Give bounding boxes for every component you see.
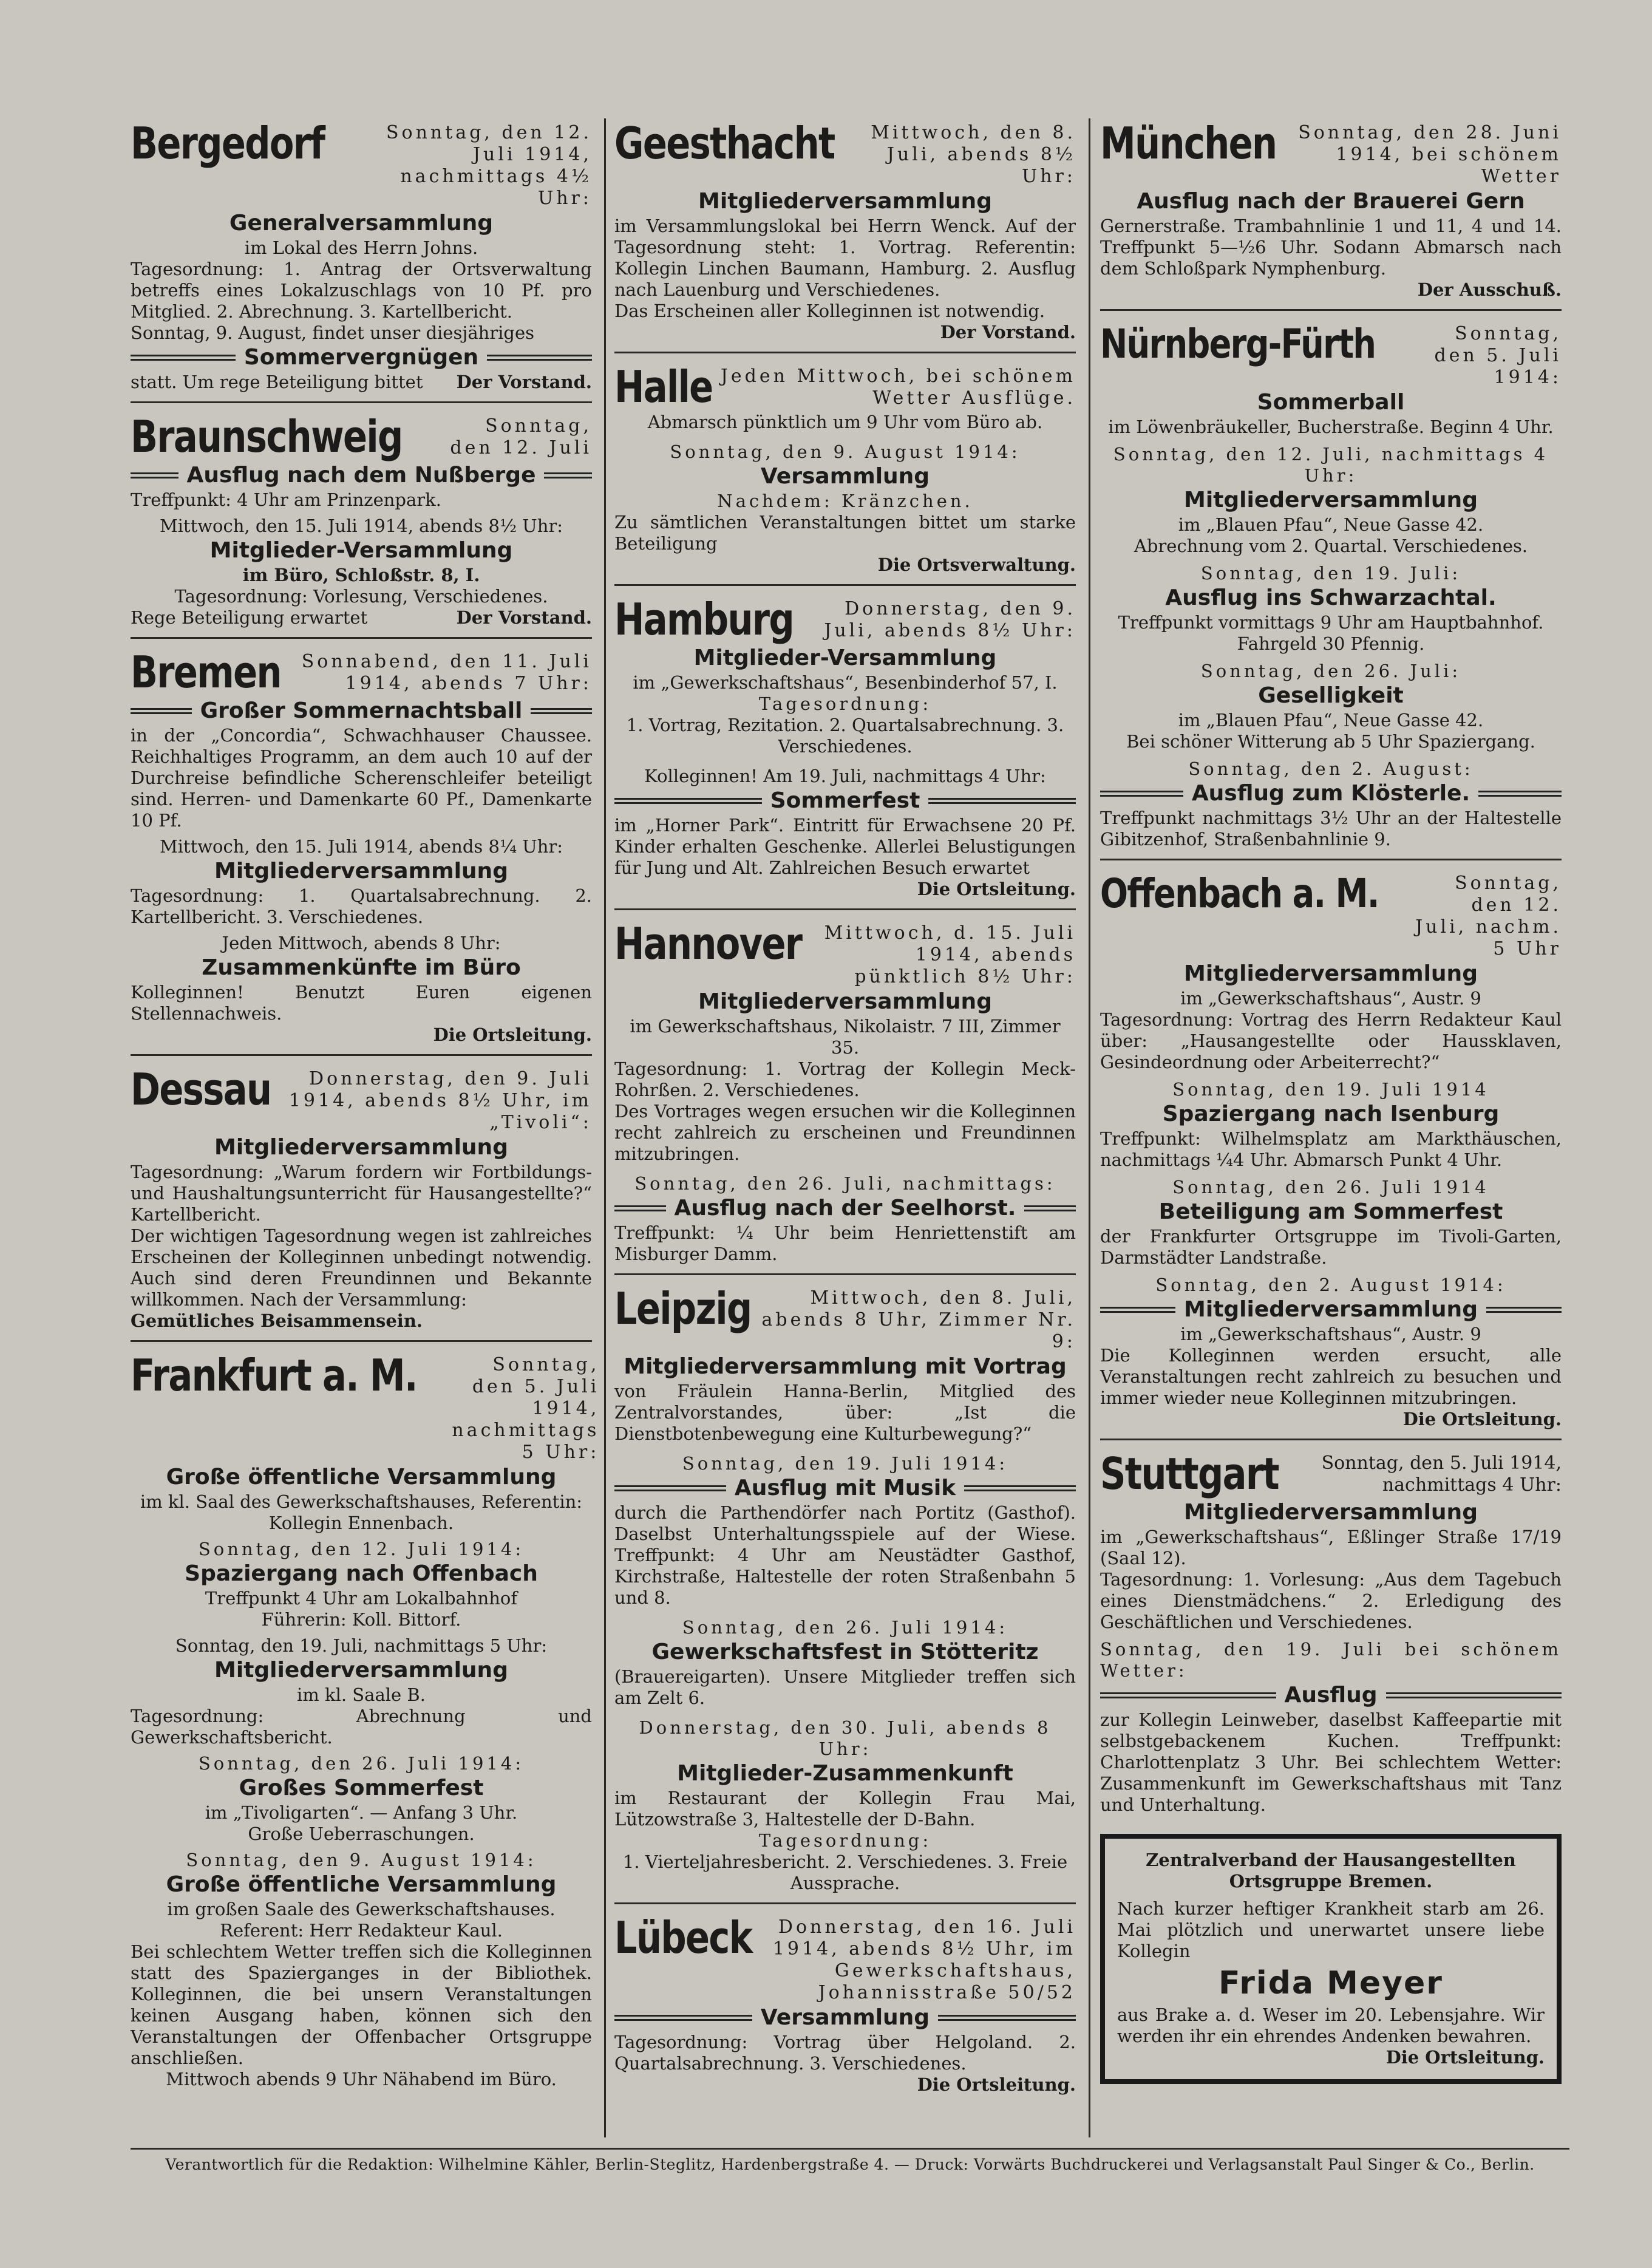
event-date: Sonntag, den 28. Juni 1914, bei schönem Wetter: [1298, 122, 1562, 187]
city-heading: Dessau: [131, 1064, 271, 1115]
section-separator: [614, 908, 1076, 910]
city-heading: Halle: [614, 361, 713, 412]
event-date: Donnerstag, den 9. Juli, abends 8½ Uhr:: [824, 598, 1076, 641]
agenda: Tagesordnung: Vortrag über Helgoland. 2. Quartalsabrechnung. 3. Verschiedenes.: [614, 2032, 1076, 2074]
event-title: Ausflug: [1100, 1681, 1562, 1709]
event-title: Zusammenkünfte im Büro: [202, 955, 521, 980]
event-title: Mitgliederversammlung: [1184, 488, 1478, 513]
event-text: Des Vortrages wegen ersuchen wir die Kolleginnen recht zahlreich zu erscheinen und Freundinnen mitzubringen.: [614, 1101, 1076, 1164]
city-heading: Hamburg: [614, 594, 794, 645]
city-heading: Hannover: [614, 918, 802, 969]
section-separator: [614, 1902, 1076, 1904]
event-venue: im „Gewerkschaftshaus“, Besenbinderhof 57, I.: [633, 672, 1058, 693]
event-title: Mitglieder-Versammlung: [209, 538, 513, 563]
event-title: Generalversammlung: [229, 211, 494, 236]
event-text: von Fräulein Hanna-Berlin, Mitglied des Zentralvorstandes, über: „Ist die Dienstbotenbewegung eine Kulturbewegung?“: [614, 1381, 1076, 1444]
event-venue: im kl. Saale B.: [297, 1684, 426, 1705]
event-text: Abmarsch pünktlich um 9 Uhr vom Büro ab.: [647, 412, 1043, 432]
event-title: Große öffentliche Versammlung: [166, 1465, 557, 1490]
city-heading: Offenbach a. M.: [1100, 870, 1379, 917]
event-text: Bei schlechtem Wetter treffen sich die Kolleginnen statt des Spazierganges in der Bibliothek. Kolleginnen, die bei unsern Veranstaltungen keinen Ausgang haben, können sich den Veranstaltungen der Offenbacher Ortsgruppe anschließen.: [131, 1941, 592, 2068]
agenda: Tagesordnung: 1. Vorlesung: „Aus dem Tagebuch eines Dienstmädchens.“ 2. Erledigung des Geschäftlichen und Verschiedenes.: [1100, 1569, 1562, 1632]
event-text: im „Horner Park“. Eintritt für Erwachsene 20 Pf. Kinder erhalten Geschenke. Allerlei Belustigungen für Jung und Alt. Zahlreichen Besuch erwartet: [614, 815, 1076, 878]
event-venue: im Löwenbräukeller, Bucherstraße. Beginn 4 Uhr.: [1108, 417, 1554, 437]
event-date: Jeden Mittwoch, abends 8 Uhr:: [222, 933, 501, 953]
event-text: Das Erscheinen aller Kolleginnen ist notwendig.: [614, 301, 1045, 321]
event-title: Mitgliederversammlung: [1184, 961, 1478, 986]
closing-text: statt. Um rege Beteiligung bittet: [131, 372, 423, 392]
signature: Die Ortsleitung.: [433, 1024, 592, 1045]
obituary-text: aus Brake a. d. Weser im 20. Lebensjahre. Wir werden ihr ein ehrendes Andenken bewahren.: [1117, 2004, 1545, 2046]
section-separator: [1100, 309, 1562, 311]
event-title: Geselligkeit: [1258, 683, 1404, 708]
event-title: Ausflug zum Klösterle.: [1100, 780, 1562, 808]
event-title: Mitgliederversammlung: [698, 189, 992, 214]
section-separator: [1100, 1439, 1562, 1440]
event-text: zur Kollegin Leinweber, daselbst Kaffeepartie mit selbstgebackenem Kuchen. Treffpunkt: Charlottenplatz 3 Uhr. Bei schlechtem Wetter: Zusammenkunft im Gewerkschaftshaus mit Tanz und Unterhaltung.: [1100, 1709, 1562, 1815]
event-date: Sonntag, den 5. Juli 1914:: [1434, 323, 1562, 388]
event-venue: im Lokal des Herrn Johns.: [244, 237, 478, 258]
event-title: Ausflug nach der Seelhorst.: [614, 1194, 1076, 1222]
signature: Der Vorstand.: [456, 372, 592, 392]
city-heading: Geesthacht: [614, 118, 835, 169]
event-title: Mitgliederversammlung: [214, 1135, 508, 1160]
event-title: Ausflug ins Schwarzachtal.: [1165, 585, 1497, 610]
city-heading: Frankfurt a. M.: [131, 1350, 417, 1401]
city-heading: Braunschweig: [131, 411, 403, 462]
event-note: Sonntag, 9. August, findet unser diesjähriges: [131, 322, 535, 343]
event-title: Sommervergnügen: [131, 344, 592, 372]
section-separator: [614, 584, 1076, 586]
event-date: Sonnabend, den 11. Juli 1914, abends 7 Uhr:: [301, 651, 592, 694]
event-title: Mitglieder-Versammlung: [693, 645, 997, 670]
event-title: Beteiligung am Sommerfest: [1158, 1199, 1503, 1224]
notice-halle: [614, 362, 1076, 576]
event-date: Jeden Mittwoch, bei schönem Wetter Ausflüge.: [720, 366, 1076, 409]
event-title: Große öffentliche Versammlung: [166, 1872, 557, 1897]
signature: Die Ortsverwaltung.: [877, 554, 1076, 575]
event-venue: im großen Saale des Gewerkschaftshauses.: [167, 1899, 556, 1919]
event-date: Sonntag, den 26. Juli, nachmittags:: [634, 1173, 1056, 1194]
event-text: im Versammlungslokal bei Herrn Wenck. Auf der Tagesordnung steht: 1. Vortrag. Referentin: Kollegin Linchen Baumann, Hamburg. 2. Ausflug nach Lauenburg und Verschiedenes.: [614, 216, 1076, 300]
event-text: Nachdem: Kränzchen.: [717, 491, 973, 511]
event-date: Sonntag, den 12. Juli 1914:: [198, 1539, 525, 1559]
notice-luebeck: [614, 1913, 1076, 2096]
city-heading: München: [1100, 118, 1277, 169]
event-text: Kolleginnen! Benutzt Euren eigenen Stellennachweis.: [131, 982, 592, 1024]
event-date: Mittwoch, den 8. Juli, abends 8½ Uhr:: [871, 122, 1076, 187]
event-venue: im Büro, Schloßstr. 8, I.: [242, 565, 480, 585]
agenda: Abrechnung vom 2. Quartal. Verschiedenes.: [1134, 536, 1528, 556]
city-heading: Leipzig: [614, 1283, 752, 1334]
event-date: Mittwoch, den 15. Juli 1914, abends 8½ Uhr:: [159, 516, 563, 536]
obituary-subheading: Ortsgruppe Bremen.: [1229, 1871, 1433, 1892]
event-date: Sonntag, den 26. Juli:: [1200, 661, 1461, 681]
event-venue: im Gewerkschaftshaus, Nikolaistr. 7 III, Zimmer 35.: [630, 1016, 1061, 1058]
signature: Der Vorstand.: [940, 322, 1076, 342]
agenda: Tagesordnung: Vortrag des Herrn Redakteur Kaul über: „Hausangestellte oder Haussklaven, Gesindeordnung oder Arbeiterrecht?“: [1100, 1009, 1562, 1072]
event-title: Spaziergang nach Isenburg: [1162, 1102, 1500, 1126]
event-text: Die Kolleginnen werden ersucht, alle Veranstaltungen recht zahlreich zu besuchen und immer wieder neue Kolleginnen mitzubringen.: [1100, 1345, 1562, 1408]
section-separator: [131, 401, 592, 403]
notice-offenbach: [1100, 869, 1562, 1430]
notice-geesthacht: [614, 118, 1076, 343]
signature: Die Ortsleitung.: [917, 2074, 1076, 2095]
event-text: der Frankfurter Ortsgruppe im Tivoli-Garten, Darmstädter Landstraße.: [1100, 1226, 1562, 1268]
notice-bergedorf: [131, 118, 592, 393]
event-title: Versammlung: [614, 2004, 1076, 2032]
event-date: Donnerstag, den 30. Juli, abends 8 Uhr:: [639, 1717, 1052, 1759]
column-1: [131, 118, 600, 2099]
imprint-footer: Verantwortlich für die Redaktion: Wilhelmine Kähler, Berlin-Steglitz, Hardenbergstraße 4. — Druck: Vorwärts Buchdruckerei und Verlagsanstalt Paul Singer & Co., Berlin.: [165, 2156, 1535, 2173]
event-date: Sonntag, den 26. Juli 1914:: [198, 1753, 525, 1774]
event-title: Mitgliederversammlung: [214, 859, 508, 884]
section-separator: [1100, 859, 1562, 860]
event-date: Sonntag, den 19. Juli, nachmittags 5 Uhr:: [175, 1635, 548, 1656]
event-date: Sonntag, den 12. Juli, nachm. 5 Uhr: [1415, 873, 1562, 959]
event-date: Sonntag, den 9. August 1914:: [186, 1850, 537, 1870]
event-date: Sonntag, den 19. Juli 1914:: [682, 1453, 1008, 1474]
event-title: Mitgliederversammlung: [1184, 1500, 1478, 1525]
signature: Die Ortsleitung.: [1385, 2047, 1545, 2068]
event-text: (Brauereigarten). Unsere Mitglieder treffen sich am Zelt 6.: [614, 1666, 1076, 1708]
section-separator: [131, 1340, 592, 1342]
city-heading: Bremen: [131, 647, 281, 698]
event-date: Sonntag, den 19. Juli:: [1200, 563, 1461, 584]
notice-nuernberg-fuerth: [1100, 319, 1562, 850]
event-text: Gernerstraße. Trambahnlinie 1 und 11, 4 und 14. Treffpunkt 5—½6 Uhr. Sodann Abmarsch nach dem Schloßpark Nymphenburg.: [1100, 216, 1562, 279]
event-venue: im „Tivoligarten“. — Anfang 3 Uhr.: [205, 1802, 518, 1823]
meeting-point: Treffpunkt: 4 Uhr am Prinzenpark.: [131, 489, 441, 510]
notice-stuttgart: [1100, 1449, 1562, 1816]
section-separator: [614, 352, 1076, 353]
column-2: [614, 118, 1076, 2104]
closing-text: Rege Beteiligung erwartet: [131, 607, 368, 628]
event-date: Kolleginnen! Am 19. Juli, nachmittags 4 Uhr:: [644, 766, 1046, 786]
agenda: Tagesordnung: 1. Antrag der Ortsverwaltung betreffs eines Lokalzuschlags von 10 Pf. pro Mitglied. 2. Abrechnung. 3. Kartellbericht.: [131, 259, 592, 322]
event-date: Mittwoch, den 8. Juli, abends 8 Uhr, Zimmer Nr. 9:: [761, 1287, 1076, 1352]
agenda: Tagesordnung: Vorlesung, Verschiedenes.: [174, 586, 548, 607]
event-venue: im „Blauen Pfau“, Neue Gasse 42.: [1178, 514, 1484, 535]
event-date: Donnerstag, den 16. Juli 1914, abends 8½ Uhr, im Gewerkschaftshaus, Johannisstraße 50/52: [772, 1916, 1076, 2003]
column-3: [1100, 118, 1562, 2084]
meeting-point: Treffpunkt vormittags 9 Uhr am Hauptbahnhof. Fahrgeld 30 Pfennig.: [1118, 612, 1544, 654]
meeting-point: Treffpunkt: Wilhelmsplatz am Markthäuschen, nachmittags ¼4 Uhr. Abmarsch Punkt 4 Uhr.: [1100, 1128, 1562, 1170]
notice-hamburg: [614, 594, 1076, 900]
signature: Die Ortsleitung.: [917, 879, 1076, 899]
signature: Die Ortsleitung.: [1402, 1409, 1562, 1429]
event-title: Spaziergang nach Offenbach: [185, 1561, 538, 1586]
event-date: Sonntag, den 26. Juli 1914: [1172, 1177, 1489, 1197]
event-date: Mittwoch, d. 15. Juli 1914, abends pünktlich 8½ Uhr:: [824, 922, 1076, 987]
event-date: Sonntag, den 19. Juli bei schönem Wetter:: [1100, 1639, 1562, 1681]
event-venue: im „Gewerkschaftshaus“, Austr. 9: [1180, 1324, 1481, 1344]
event-date: Sonntag, den 12. Juli, nachmittags 4 Uhr:: [1113, 444, 1549, 486]
event-text: Bei schöner Witterung ab 5 Uhr Spaziergang.: [1126, 731, 1535, 752]
event-title: Sommerball: [1257, 390, 1405, 415]
event-title: Mitgliederversammlung: [698, 989, 992, 1014]
agenda: Tagesordnung: Abrechnung und Gewerkschaftsbericht.: [131, 1706, 592, 1748]
event-venue: im „Gewerkschaftshaus“, Eßlinger Straße 17/19 (Saal 12).: [1100, 1527, 1562, 1568]
notice-frankfurt: [131, 1350, 600, 2090]
city-heading: Lübeck: [614, 1912, 752, 1963]
event-venue: im kl. Saal des Gewerkschaftshauses, Referentin: Kollegin Ennenbach.: [140, 1491, 583, 1533]
meeting-point: Treffpunkt 4 Uhr am Lokalbahnhof: [205, 1588, 518, 1609]
event-title: Mitgliederversammlung: [214, 1658, 508, 1683]
notice-dessau: [131, 1064, 592, 1332]
city-heading: Bergedorf: [131, 118, 325, 169]
obituary-heading: Zentralverband der Hausangestellten: [1146, 1850, 1516, 1870]
event-title: Ausflug nach dem Nußberge: [131, 461, 592, 489]
event-date: Sonntag, den 12. Juli: [450, 415, 592, 458]
city-heading: Stuttgart: [1100, 1448, 1279, 1499]
notice-bremen: [131, 647, 592, 1046]
event-title: Mitgliederversammlung: [1100, 1296, 1562, 1324]
event-title: Großes Sommerfest: [239, 1776, 484, 1800]
closing-text: Mittwoch abends 9 Uhr Nähabend im Büro.: [166, 2069, 557, 2089]
event-venue: im „Gewerkschaftshaus“, Austr. 9: [1180, 988, 1481, 1009]
obituary-box: [1100, 1834, 1562, 2084]
event-speaker: Referent: Herr Redakteur Kaul.: [220, 1920, 503, 1941]
event-text: Zu sämtlichen Veranstaltungen bittet um starke Beteiligung: [614, 512, 1076, 554]
section-separator: [131, 637, 592, 639]
notice-braunschweig: [131, 412, 592, 628]
event-date: Sonntag, den 5. Juli 1914, nachmittags 5 Uhr:: [452, 1354, 600, 1463]
event-title: Ausflug nach der Brauerei Gern: [1137, 189, 1525, 214]
column-divider: [604, 118, 606, 2137]
notice-leipzig: [614, 1284, 1076, 1894]
closing-text: Gemütliches Beisammensein.: [131, 1310, 423, 1331]
meeting-point: Treffpunkt: ¼ Uhr beim Henriettenstift am Misburger Damm.: [614, 1222, 1076, 1264]
agenda: Tagesordnung: „Warum fordern wir Fortbildungs- und Haushaltungsunterricht für Hausangestellte?“ Kartellbericht.: [131, 1162, 592, 1225]
section-separator: [614, 1273, 1076, 1275]
agenda-heading: Tagesordnung:: [758, 1830, 932, 1851]
notice-muenchen: [1100, 118, 1562, 301]
event-text: in der „Concordia“, Schwachhauser Chaussee. Reichhaltiges Programm, an dem auch 10 auf der Durchreise befindliche Scherenschleifer beteiligt sind. Herren- und Damenkarte 60 Pf., Damenkarte 10 Pf.: [131, 725, 592, 831]
event-date: Sonntag, den 9. August 1914:: [670, 441, 1021, 462]
event-date: Sonntag, den 2. August 1914:: [1155, 1275, 1506, 1295]
footer-rule: [131, 2148, 1569, 2150]
event-title: Mitgliederversammlung mit Vortrag: [624, 1354, 1067, 1379]
agenda: 1. Vierteljahresbericht. 2. Verschiedenes. 3. Freie Aussprache.: [622, 1851, 1068, 1893]
event-date: Sonntag, den 12. Juli 1914, nachmittags 4½ Uhr:: [386, 122, 592, 209]
event-date: Mittwoch, den 15. Juli 1914, abends 8¼ Uhr:: [159, 836, 563, 857]
event-title: Mitglieder-Zusammenkunft: [677, 1761, 1013, 1786]
event-text: im Restaurant der Kollegin Frau Mai, Lützowstraße 3, Haltestelle der D-Bahn.: [614, 1788, 1076, 1830]
agenda: Tagesordnung: 1. Vortrag der Kollegin Meck-Rohrßen. 2. Verschiedenes.: [614, 1058, 1076, 1100]
column-divider: [1089, 118, 1090, 2137]
notice-hannover: [614, 919, 1076, 1265]
event-date: Donnerstag, den 9. Juli 1914, abends 8½ Uhr, im „Tivoli“:: [288, 1068, 592, 1133]
event-leader: Führerin: Koll. Bittorf.: [261, 1609, 461, 1630]
event-date: Sonntag, den 19. Juli 1914: [1172, 1079, 1489, 1100]
event-text: durch die Parthendörfer nach Portitz (Gasthof). Daselbst Unterhaltungsspiele auf der Wiese. Treffpunkt: 4 Uhr am Neustädter Gasthof, Kirchstraße, Haltestelle der roten Straßenbahn 5 und 8.: [614, 1502, 1076, 1608]
event-title: Versammlung: [760, 464, 930, 489]
event-title: Großer Sommernachtsball: [131, 697, 592, 725]
event-date: Sonntag, den 5. Juli 1914, nachmittags 4 Uhr:: [1321, 1452, 1562, 1496]
event-venue: im „Blauen Pfau“, Neue Gasse 42.: [1178, 710, 1484, 730]
event-date: Sonntag, den 2. August:: [1188, 758, 1474, 779]
section-separator: [131, 1054, 592, 1056]
event-title: Gewerkschaftsfest in Stötteritz: [651, 1640, 1039, 1664]
event-title: Ausflug mit Musik: [614, 1474, 1076, 1502]
signature: Der Vorstand.: [456, 607, 592, 628]
obituary-name: Frida Meyer: [1219, 1965, 1443, 2001]
agenda: Tagesordnung: 1. Quartalsabrechnung. 2. Kartellbericht. 3. Verschiedenes.: [131, 885, 592, 927]
signature: Der Ausschuß.: [1417, 279, 1562, 300]
obituary-text: Nach kurzer heftiger Krankheit starb am 26. Mai plötzlich und unerwartet unsere liebe Kollegin: [1117, 1898, 1545, 1961]
event-note: Große Ueberraschungen.: [248, 1824, 475, 1844]
meeting-point: Treffpunkt nachmittags 3½ Uhr an der Haltestelle Gibitzenhof, Straßenbahnlinie 9.: [1100, 808, 1562, 850]
event-text: Der wichtigen Tagesordnung wegen ist zahlreiches Erscheinen der Kolleginnen unbedingt notwendig. Auch sind deren Freundinnen und Bekannte willkommen. Nach der Versammlung:: [131, 1225, 592, 1310]
event-title: Sommerfest: [614, 787, 1076, 815]
agenda-heading: Tagesordnung:: [758, 693, 932, 714]
agenda: 1. Vortrag, Rezitation. 2. Quartalsabrechnung. 3. Verschiedenes.: [626, 715, 1064, 757]
city-heading: Nürnberg-Fürth: [1100, 321, 1376, 367]
event-date: Sonntag, den 26. Juli 1914:: [682, 1617, 1008, 1638]
